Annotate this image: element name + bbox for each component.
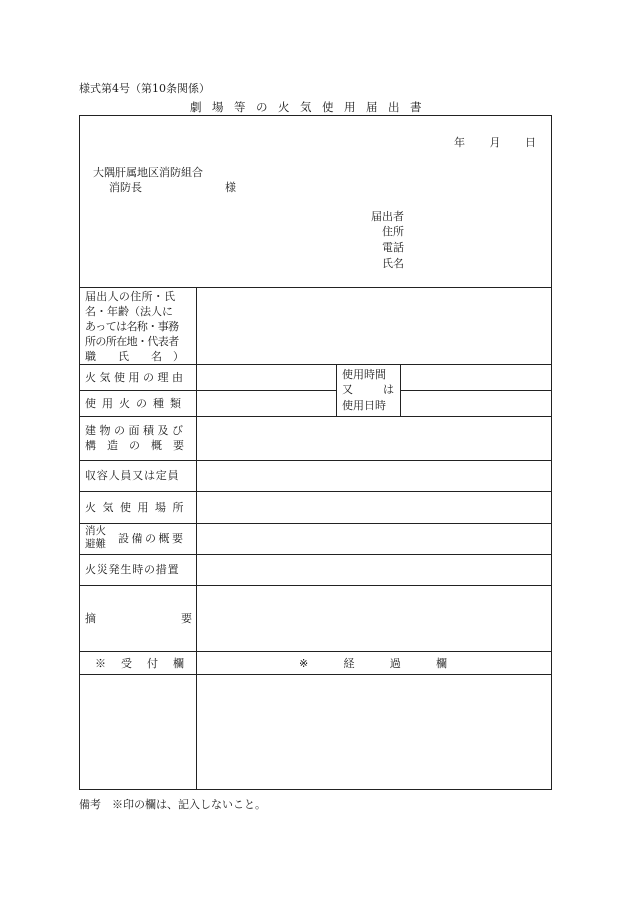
row-divider bbox=[80, 651, 551, 652]
summary-label bbox=[85, 611, 192, 626]
reception-header: ※ 受 付 欄 bbox=[95, 657, 186, 670]
form-frame bbox=[79, 115, 552, 790]
summary-char-2: 要 bbox=[181, 612, 192, 625]
row-divider bbox=[80, 460, 551, 461]
row-divider bbox=[80, 390, 336, 391]
applicant-info-line: 職 氏 名 ） bbox=[85, 350, 184, 363]
usage-date-label: 使用日時 bbox=[342, 399, 386, 412]
date-month: 月 bbox=[489, 136, 501, 149]
notifier-label: 届出者 bbox=[371, 210, 404, 223]
progress-mark: ※ bbox=[299, 657, 309, 670]
row-divider bbox=[80, 585, 551, 586]
capacity-label: 収容人員又は定員 bbox=[85, 469, 180, 482]
equip-label-top: 消火 bbox=[85, 525, 106, 537]
equip-label-bottom: 避難 bbox=[85, 538, 106, 550]
phone-label: 電話 bbox=[382, 241, 404, 254]
addressee-org: 大隅肝属地区消防組合 bbox=[93, 166, 203, 179]
fire-location-label: 火気使用場所 bbox=[85, 501, 190, 514]
fire-reason-label: 火気使用の理由 bbox=[85, 371, 187, 384]
progress-char-1: 経 bbox=[343, 657, 355, 670]
footnote: 備考 ※印の欄は、記入しないこと。 bbox=[79, 798, 266, 811]
fire-measures-label: 火災発生時の措置 bbox=[85, 563, 180, 576]
progress-char-3: 欄 bbox=[435, 657, 447, 670]
usage-or-1: 又 bbox=[342, 383, 353, 396]
equip-label-rest: 設備の概要 bbox=[118, 532, 186, 545]
usage-or-2: は bbox=[383, 383, 394, 396]
row-divider bbox=[80, 287, 551, 288]
usage-or-label bbox=[342, 382, 394, 397]
row-divider bbox=[80, 416, 551, 417]
building-label-1: 建物の面積及び bbox=[85, 424, 187, 437]
date-day: 日 bbox=[525, 136, 536, 149]
column-divider bbox=[196, 287, 197, 790]
applicant-info-line: 届出人の住所・氏 bbox=[85, 290, 176, 303]
date-year: 年 bbox=[454, 136, 465, 149]
column-divider bbox=[336, 364, 337, 416]
form-number: 様式第4号（第10条関係） bbox=[79, 82, 210, 95]
row-divider bbox=[400, 390, 551, 391]
usage-time-label: 使用時間 bbox=[342, 368, 386, 381]
summary-char-1: 摘 bbox=[85, 612, 96, 625]
addressee-title: 消防長 bbox=[109, 181, 142, 194]
name-label: 氏名 bbox=[382, 257, 404, 270]
addressee-honorific: 様 bbox=[225, 181, 236, 194]
applicant-info-line: 名・年齢（法人に bbox=[85, 305, 173, 318]
progress-char-2: 過 bbox=[389, 657, 401, 670]
address-label: 住所 bbox=[382, 225, 404, 238]
row-divider bbox=[80, 674, 551, 675]
row-divider bbox=[80, 554, 551, 555]
date-line bbox=[454, 135, 536, 150]
applicant-info-line: 所の所在地・代表者 bbox=[85, 335, 179, 348]
progress-header bbox=[299, 656, 447, 671]
fire-type-label: 使用火の種類 bbox=[85, 397, 187, 410]
form-title: 劇場等の火気使用届出書 bbox=[190, 100, 432, 114]
row-divider bbox=[80, 364, 551, 365]
row-divider bbox=[80, 523, 551, 524]
column-divider bbox=[400, 364, 401, 416]
row-divider bbox=[80, 491, 551, 492]
building-label-2: 構造の概要 bbox=[85, 439, 195, 452]
applicant-info-line: あっては名称・事務 bbox=[85, 320, 179, 333]
